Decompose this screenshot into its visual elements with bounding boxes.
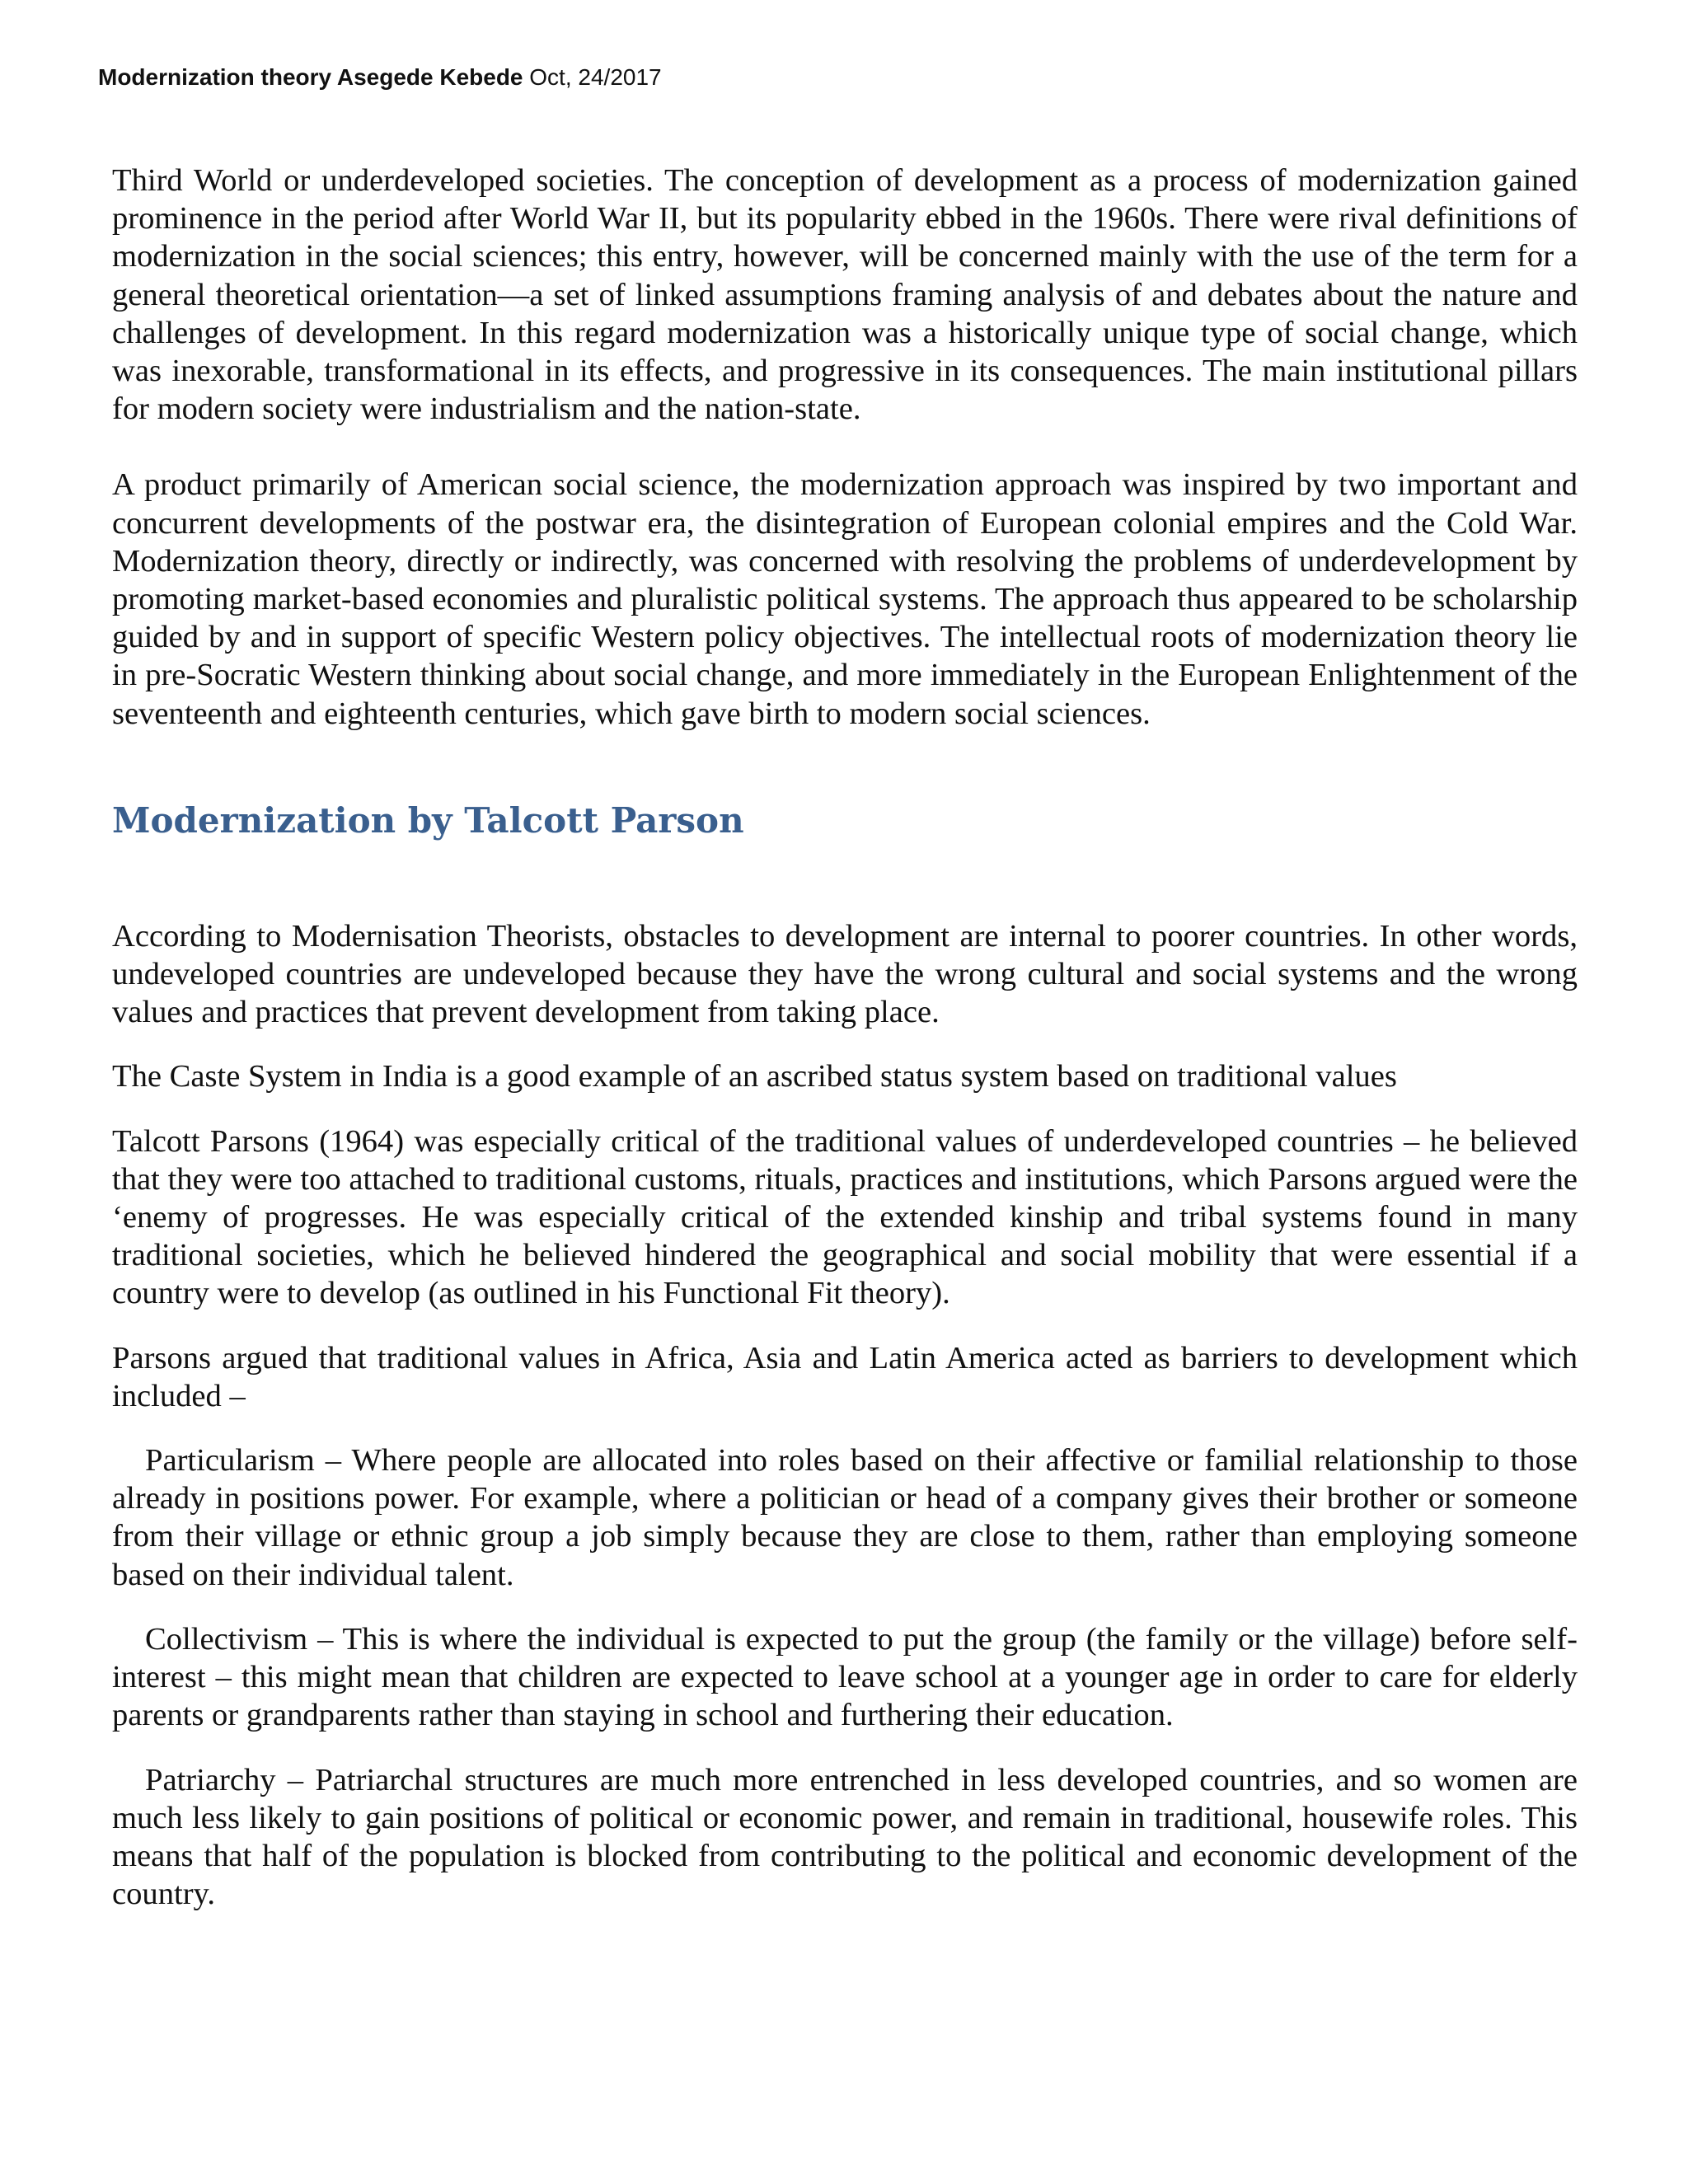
page-header <box>98 64 662 91</box>
paragraph-patriarchy: Patriarchy – Patriarchal structures are much more entrenched in less developed countries, and so women are much less likely to gain positions of political or economic power, and remain in traditional, housewife roles. This means that half of the population is blocked from contributing to the political and economic development of the country. <box>112 1762 1578 1912</box>
header-title: Modernization theory Asegede Kebede <box>98 64 523 90</box>
section-heading: Modernization by Talcott Parson <box>112 799 744 841</box>
intro-paragraph-1: Third World or underdeveloped societies. The conception of development as a process of modernization gained prominence in the period after World War II, but its popularity ebbed in the 1960s. There were rival definitions of modernization in the social sciences; this entry, however, will be concerned mainly with the use of the term for a general theoretical orientation—a set of linked assumptions framing analysis of and debates about the nature and challenges of development. In this regard modernization was a historically unique type of social change, which was inexorable, transformational in its effects, and progressive in its consequences. The main institutional pillars for modern society were industrialism and the nation-state. <box>112 163 1578 427</box>
intro-paragraph-2: A product primarily of American social science, the modernization approach was inspired by two important and concurrent developments of the postwar era, the disintegration of European colonial empires and the Cold War. Modernization theory, directly or indirectly, was concerned with resolving the problems of underdevelopment by promoting market-based economies and pluralistic political systems. The approach thus appeared to be scholarship guided by and in support of specific Western policy objectives. The intellectual roots of modernization theory lie in pre-Socratic Western thinking about social change, and more immediately in the European Enlightenment of the seventeenth and eighteenth centuries, which gave birth to modern social sciences. <box>112 467 1578 731</box>
paragraph-barriers: Parsons argued that traditional values in Africa, Asia and Latin America acted as barriers to development which included – <box>112 1340 1578 1413</box>
header-date: Oct, 24/2017 <box>529 64 662 90</box>
paragraph-collectivism: Collectivism – This is where the individual is expected to put the group (the family or the village) before self-interest – this might mean that children are expected to leave school at a younger age in order to care for elderly parents or grandparents rather than staying in school and furthering their education. <box>112 1621 1578 1733</box>
paragraph-particularism: Particularism – Where people are allocated into roles based on their affective or familial relationship to those already in positions power. For example, where a politician or head of a company gives their brother or someone from their village or ethnic group a job simply because they are close to them, rather than employing someone based on their individual talent. <box>112 1443 1578 1592</box>
paragraph-obstacles: According to Modernisation Theorists, obstacles to development are internal to poorer countries. In other words, undeveloped countries are undeveloped because they have the wrong cultural and social systems and the wrong values and practices that prevent development from taking place. <box>112 918 1578 1030</box>
document-body <box>112 162 1578 1913</box>
paragraph-parsons-critique: Talcott Parsons (1964) was especially critical of the traditional values of underdeveloped countries – he believed that they were too attached to traditional customs, rituals, practices and institutions, which Parsons argued were the ‘enemy of progresses. He was especially critical of the extended kinship and tribal systems found in many traditional societies, which he believed hindered the geographical and social mobility that were essential if a country were to develop (as outlined in his Functional Fit theory). <box>112 1123 1578 1311</box>
paragraph-caste-system: The Caste System in India is a good example of an ascribed status system based on traditional values <box>112 1059 1397 1094</box>
